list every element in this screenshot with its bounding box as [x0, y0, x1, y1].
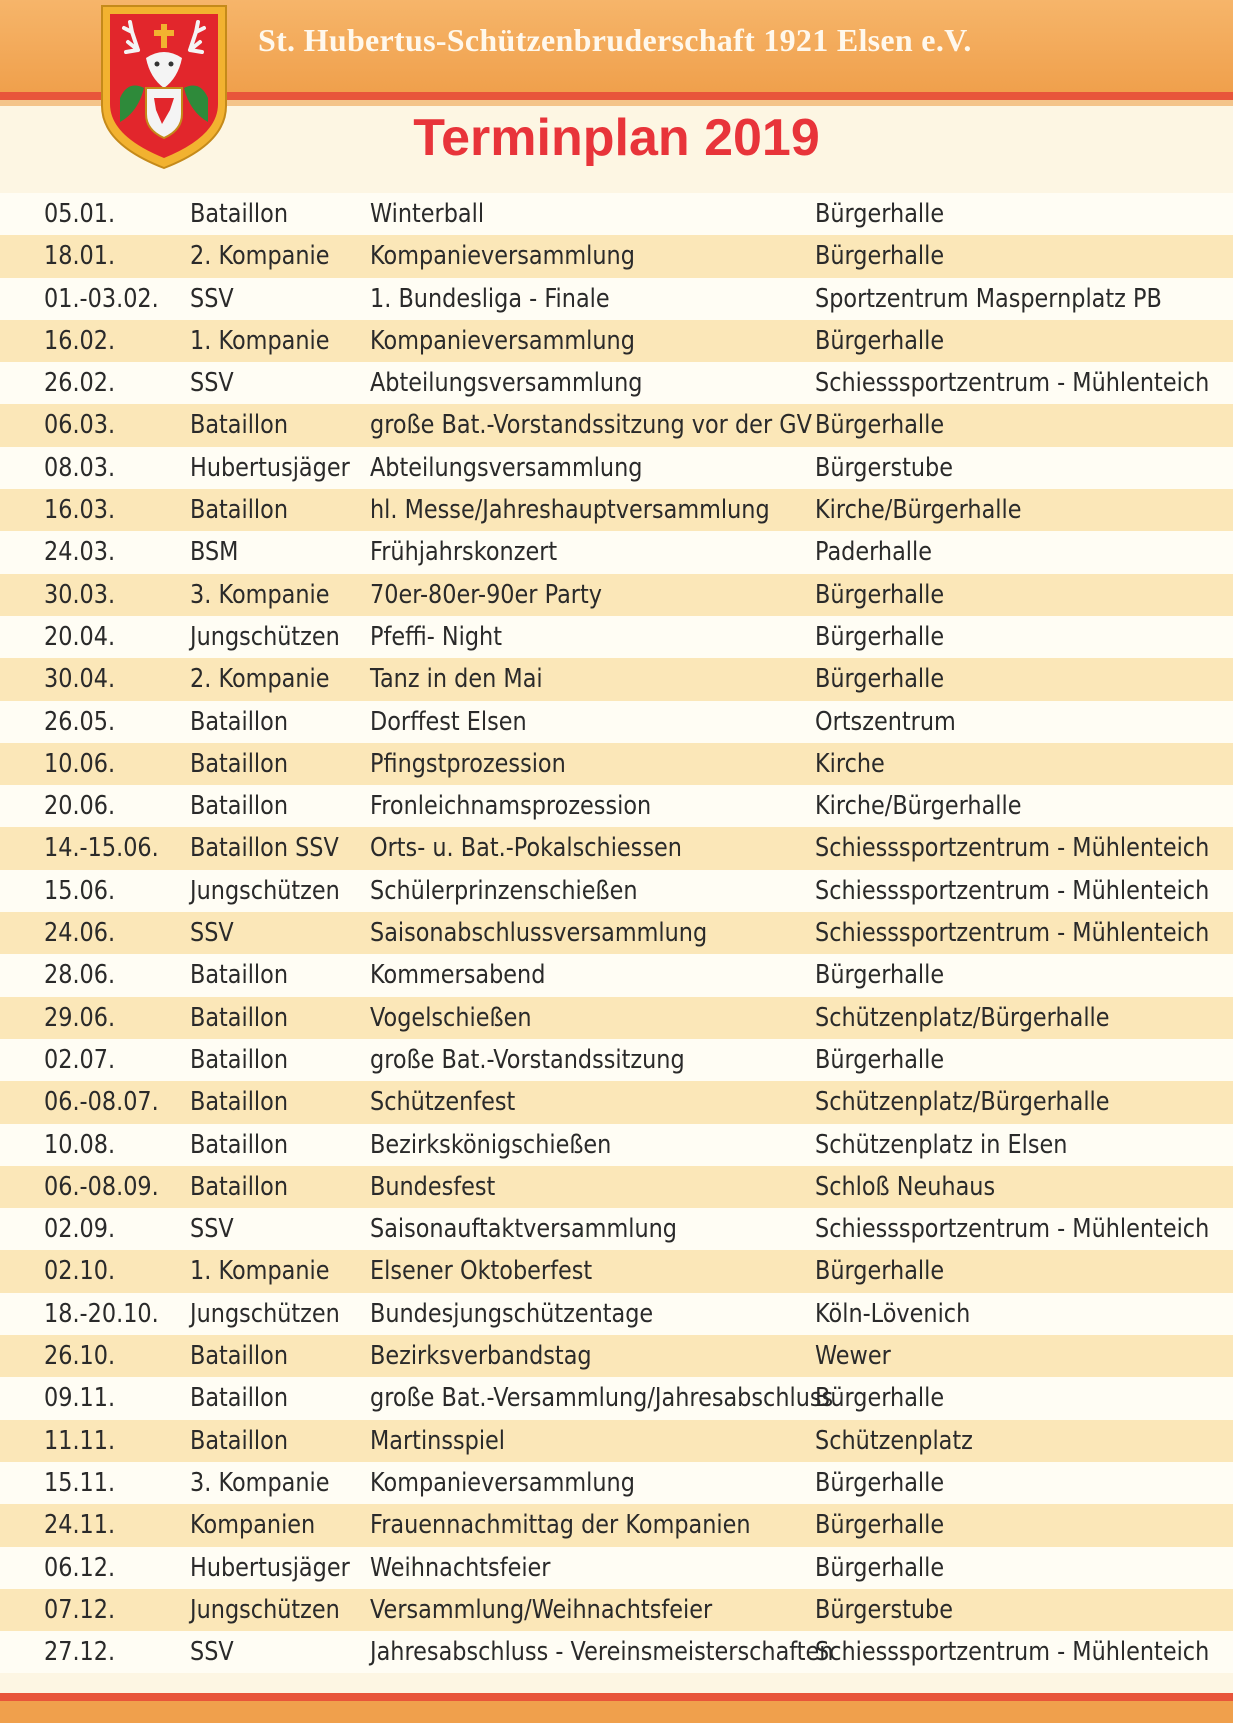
event-date: 29.06. — [44, 1002, 116, 1033]
event-date: 10.08. — [44, 1129, 116, 1160]
event-location: Wewer — [815, 1341, 891, 1372]
event-name: Pfeffi- Night — [370, 621, 502, 652]
event-location: Kirche/Bürgerhalle — [815, 495, 1022, 526]
table-row — [0, 827, 1233, 869]
table-row — [0, 954, 1233, 996]
event-date: 06.12. — [44, 1552, 116, 1583]
table-row — [0, 278, 1233, 320]
event-date: 08.03. — [44, 452, 116, 483]
event-organizer: SSV — [190, 283, 234, 314]
event-name: Bundesfest — [370, 1171, 496, 1202]
event-name: Saisonauftaktversammlung — [370, 1214, 677, 1245]
table-row — [0, 1293, 1233, 1335]
event-organizer: Bataillon — [190, 495, 288, 526]
table-row — [0, 743, 1233, 785]
event-organizer: Hubertusjäger — [190, 1552, 350, 1583]
event-date: 26.02. — [44, 368, 116, 399]
event-name: Abteilungsversammlung — [370, 368, 643, 399]
event-location: Bürgerhalle — [815, 1383, 945, 1414]
event-organizer: Jungschützen — [190, 1594, 340, 1625]
event-name: Frühjahrskonzert — [370, 537, 558, 568]
event-date: 26.05. — [44, 706, 116, 737]
event-location: Bürgerhalle — [815, 1510, 945, 1541]
event-location: Schloß Neuhaus — [815, 1171, 996, 1202]
event-location: Bürgerhalle — [815, 1044, 945, 1075]
table-row — [0, 489, 1233, 531]
event-location: Bürgerhalle — [815, 241, 945, 272]
table-row — [0, 1166, 1233, 1208]
event-name: Kompanieversammlung — [370, 1467, 635, 1498]
event-location: Sportzentrum Maspernplatz PB — [815, 283, 1162, 314]
event-name: große Bat.-Versammlung/Jahresabschluss — [370, 1383, 834, 1414]
footer-band — [0, 1701, 1233, 1723]
event-organizer: SSV — [190, 1214, 234, 1245]
event-date: 11.11. — [44, 1425, 116, 1456]
table-row — [0, 1631, 1233, 1673]
event-location: Bürgerhalle — [815, 1552, 945, 1583]
event-name: Elsener Oktoberfest — [370, 1256, 593, 1287]
event-date: 18.-20.10. — [44, 1298, 159, 1329]
event-date: 02.09. — [44, 1214, 116, 1245]
event-location: Bürgerhalle — [815, 579, 945, 610]
event-date: 15.11. — [44, 1467, 116, 1498]
table-row — [0, 574, 1233, 616]
event-name: Dorffest Elsen — [370, 706, 527, 737]
table-row — [0, 1039, 1233, 1081]
event-organizer: Jungschützen — [190, 621, 340, 652]
event-name: Schützenfest — [370, 1087, 516, 1118]
event-name: Bezirksverbandstag — [370, 1341, 592, 1372]
event-name: Bezirkskönigschießen — [370, 1129, 612, 1160]
table-row — [0, 1462, 1233, 1504]
event-organizer: Bataillon — [190, 1383, 288, 1414]
event-location: Bürgerhalle — [815, 621, 945, 652]
table-row — [0, 404, 1233, 446]
event-name: Saisonabschlussversammlung — [370, 918, 708, 949]
event-organizer: Bataillon — [190, 791, 288, 822]
table-row — [0, 1377, 1233, 1419]
event-organizer: Bataillon — [190, 1129, 288, 1160]
event-name: Jahresabschluss - Vereinsmeisterschaften — [370, 1637, 834, 1668]
event-name: hl. Messe/Jahreshauptversammlung — [370, 495, 770, 526]
event-location: Bürgerhalle — [815, 664, 945, 695]
event-location: Bürgerstube — [815, 1594, 954, 1625]
table-row — [0, 658, 1233, 700]
table-row — [0, 1589, 1233, 1631]
event-organizer: Jungschützen — [190, 1298, 340, 1329]
event-date: 18.01. — [44, 241, 116, 272]
event-date: 16.02. — [44, 325, 116, 356]
event-date: 15.06. — [44, 875, 116, 906]
event-name: Abteilungsversammlung — [370, 452, 643, 483]
table-row — [0, 1208, 1233, 1250]
table-row — [0, 870, 1233, 912]
event-date: 24.11. — [44, 1510, 116, 1541]
event-name: 1. Bundesliga - Finale — [370, 283, 610, 314]
event-location: Bürgerhalle — [815, 960, 945, 991]
table-row — [0, 912, 1233, 954]
event-organizer: Bataillon — [190, 960, 288, 991]
event-organizer: Bataillon — [190, 199, 288, 229]
table-row — [0, 1504, 1233, 1546]
event-organizer: Kompanien — [190, 1510, 316, 1541]
event-location: Kirche — [815, 748, 885, 779]
event-location: Schützenplatz — [815, 1425, 973, 1456]
event-name: Frauennachmittag der Kompanien — [370, 1510, 751, 1541]
event-date: 28.06. — [44, 960, 116, 991]
event-location: Bürgerhalle — [815, 1256, 945, 1287]
event-location: Schiesssportzentrum - Mühlenteich — [815, 1637, 1210, 1668]
event-date: 20.06. — [44, 791, 116, 822]
event-organizer: 2. Kompanie — [190, 241, 330, 272]
event-organizer: Bataillon — [190, 1087, 288, 1118]
organization-name: St. Hubertus-Schützenbruderschaft 1921 Elsen e.V. — [258, 22, 972, 58]
event-name: Bundesjungschützentage — [370, 1298, 654, 1329]
event-organizer: SSV — [190, 1637, 234, 1668]
table-row — [0, 320, 1233, 362]
event-date: 26.10. — [44, 1341, 116, 1372]
event-name: große Bat.-Vorstandssitzung vor der GV — [370, 410, 812, 441]
event-location: Bürgerhalle — [815, 199, 945, 229]
event-location: Schiesssportzentrum - Mühlenteich — [815, 368, 1210, 399]
table-row — [0, 235, 1233, 277]
event-name: Weihnachtsfeier — [370, 1552, 551, 1583]
event-name: große Bat.-Vorstandssitzung — [370, 1044, 685, 1075]
page-title — [0, 108, 1233, 168]
table-row — [0, 1547, 1233, 1589]
event-location: Bürgerhalle — [815, 325, 945, 356]
event-name: Vogelschießen — [370, 1002, 532, 1033]
event-date: 20.04. — [44, 621, 116, 652]
event-location: Schützenplatz/Bürgerhalle — [815, 1002, 1110, 1033]
table-row — [0, 785, 1233, 827]
event-name: 70er-80er-90er Party — [370, 579, 602, 610]
event-location: Köln-Lövenich — [815, 1298, 971, 1329]
event-organizer: Bataillon SSV — [190, 833, 339, 864]
event-name: Martinsspiel — [370, 1425, 506, 1456]
event-organizer: 2. Kompanie — [190, 664, 330, 695]
event-name: Schülerprinzenschießen — [370, 875, 638, 906]
page-title-text: Terminplan 2019 — [413, 109, 820, 167]
table-row — [0, 701, 1233, 743]
event-date: 24.03. — [44, 537, 116, 568]
event-date: 30.03. — [44, 579, 116, 610]
event-organizer: 3. Kompanie — [190, 579, 330, 610]
table-row — [0, 1420, 1233, 1462]
event-location: Schiesssportzentrum - Mühlenteich — [815, 833, 1210, 864]
table-row — [0, 362, 1233, 404]
event-location: Paderhalle — [815, 537, 932, 568]
event-organizer: Bataillon — [190, 410, 288, 441]
table-row — [0, 1335, 1233, 1377]
event-location: Schiesssportzentrum - Mühlenteich — [815, 1214, 1210, 1245]
event-location: Bürgerstube — [815, 452, 954, 483]
event-name: Tanz in den Mai — [370, 664, 543, 695]
event-name: Kompanieversammlung — [370, 241, 635, 272]
table-row — [0, 1081, 1233, 1123]
event-date: 06.-08.09. — [44, 1171, 159, 1202]
event-name: Winterball — [370, 199, 485, 229]
event-date: 27.12. — [44, 1637, 116, 1668]
event-name: Orts- u. Bat.-Pokalschiessen — [370, 833, 682, 864]
event-name: Kompanieversammlung — [370, 325, 635, 356]
event-date: 30.04. — [44, 664, 116, 695]
table-row — [0, 1124, 1233, 1166]
table-row — [0, 997, 1233, 1039]
event-location: Kirche/Bürgerhalle — [815, 791, 1022, 822]
event-organizer: Hubertusjäger — [190, 452, 350, 483]
event-name: Kommersabend — [370, 960, 546, 991]
table-row — [0, 447, 1233, 489]
event-location: Schiesssportzentrum - Mühlenteich — [815, 875, 1210, 906]
event-organizer: Bataillon — [190, 1341, 288, 1372]
event-date: 16.03. — [44, 495, 116, 526]
event-location: Schützenplatz/Bürgerhalle — [815, 1087, 1110, 1118]
event-date: 14.-15.06. — [44, 833, 159, 864]
event-name: Versammlung/Weihnachtsfeier — [370, 1594, 713, 1625]
event-organizer: 3. Kompanie — [190, 1467, 330, 1498]
event-organizer: Bataillon — [190, 1002, 288, 1033]
event-location: Schützenplatz in Elsen — [815, 1129, 1068, 1160]
event-date: 10.06. — [44, 748, 116, 779]
event-date: 06.03. — [44, 410, 116, 441]
event-date: 07.12. — [44, 1594, 116, 1625]
event-organizer: BSM — [190, 537, 239, 568]
event-date: 05.01. — [44, 199, 116, 229]
event-organizer: 1. Kompanie — [190, 1256, 330, 1287]
event-organizer: Bataillon — [190, 1425, 288, 1456]
event-organizer: Jungschützen — [190, 875, 340, 906]
event-location: Bürgerhalle — [815, 1467, 945, 1498]
event-date: 01.-03.02. — [44, 283, 159, 314]
event-name: Fronleichnamsprozession — [370, 791, 652, 822]
event-date: 09.11. — [44, 1383, 116, 1414]
event-location: Schiesssportzentrum - Mühlenteich — [815, 918, 1210, 949]
footer-divider — [0, 1693, 1233, 1701]
event-organizer: Bataillon — [190, 1171, 288, 1202]
event-organizer: 1. Kompanie — [190, 325, 330, 356]
event-location: Bürgerhalle — [815, 410, 945, 441]
table-row — [0, 531, 1233, 573]
event-date: 02.10. — [44, 1256, 116, 1287]
event-schedule-table — [0, 193, 1233, 1673]
event-date: 06.-08.07. — [44, 1087, 159, 1118]
event-organizer: SSV — [190, 918, 234, 949]
event-location: Ortszentrum — [815, 706, 956, 737]
event-date: 02.07. — [44, 1044, 116, 1075]
table-row — [0, 616, 1233, 658]
event-organizer: Bataillon — [190, 706, 288, 737]
event-organizer: Bataillon — [190, 1044, 288, 1075]
event-organizer: Bataillon — [190, 748, 288, 779]
event-date: 24.06. — [44, 918, 116, 949]
event-name: Pfingstprozession — [370, 748, 566, 779]
table-row — [0, 193, 1233, 235]
event-organizer: SSV — [190, 368, 234, 399]
table-row — [0, 1250, 1233, 1292]
